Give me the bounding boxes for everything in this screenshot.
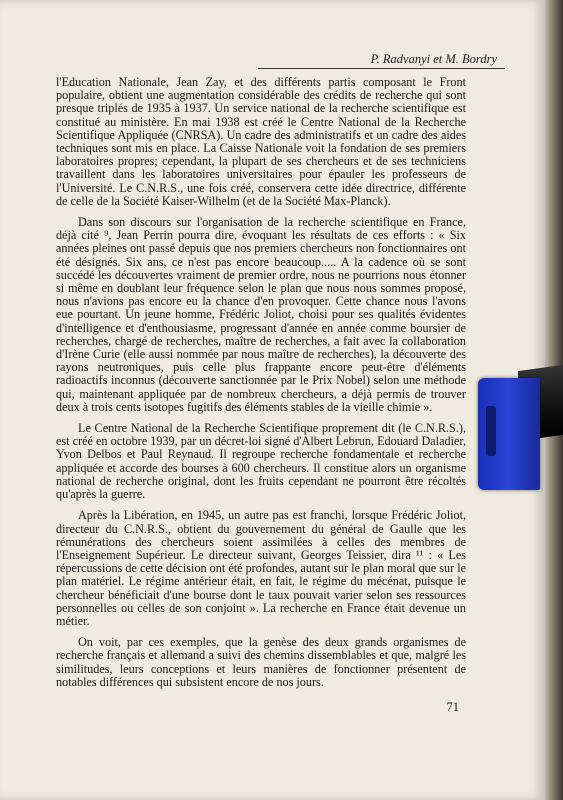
body-text	[56, 76, 466, 697]
running-header: P. Radvanyi et M. Bordry	[370, 52, 497, 66]
paragraph-1: l'Education Nationale, Jean Zay, et des différents partis composant le Front populaire, obtient une augmentation considérable des crédits de recherche qui sont presque triplés de 1935 à 1937. Un service national de la recherche scientifique est constitué au ministère. En mai 1938 est créé le Centre National de la Recherche Scientifique Appliquée (CNRSA). Un cadre des administratifs et un cadre des aides techniques sont mis en place. La Caisse Nationale voit la fondation de ses premiers laboratoires propres; cependant, la plupart de ses chercheurs et de ses techniciens travaillent dans les laboratoires universitaires pour épauler les professeurs de l'Université. Le C.N.R.S., une fois créé, conservera cette idée directrice, différente de celle de la Société Kaiser-Wilhelm (et de la Société Max-Planck).	[56, 75, 466, 208]
paragraph-3: Le Centre National de la Recherche Scientifique proprement dit (le C.N.R.S.), est créé en octobre 1939, par un décret-loi signé d'Albert Lebrun, Edouard Daladier, Yvon Delbos et Paul Reynaud. Il regroupe recherche fondamentale et recherche appliquée et accorde des bourses à 600 chercheurs. Il constitue alors un organisme national de recherche original, dont les fruits cependant ne pourront être récoltés qu'après la guerre.	[56, 421, 466, 502]
paragraph-4: Après la Libération, en 1945, un autre pas est franchi, lorsque Frédéric Joliot, directeur du C.N.R.S., obtient du gouvernement du général de Gaulle que les rémunérations des chercheurs soient assimilées à celles des membres de l'Enseignement Supérieur. Le directeur suivant, Georges Teissier, dira ¹¹ : « Les répercussions de cette décision ont été profondes, autant sur le plan moral que sur le plan matériel. Le régime antérieur était, en fait, le régime du mécénat, puisque le chercheur bénéficiait d'une bourse dont le taux pouvait varier selon ses ressources personnelles ou celles de son conjoint ». La recherche en France était devenue un métier.	[56, 508, 466, 628]
book-clip-icon	[478, 368, 563, 498]
page-number: 71	[446, 700, 459, 714]
paragraph-2: Dans son discours sur l'organisation de la recherche scientifique en France, déjà cité ⁹, Jean Perrin pourra dire, évoquant les résultats de ces efforts : « Six années pleines ont passé depuis que nos premiers chercheurs non fonctionnaires ont été désignés. Six ans, ce n'est pas encore beaucoup..... A la cadence où se sont succédé les découvertes vraiment de premier ordre, nous ne pourrions nous étonner si même en doublant leur fréquence selon le plan que nous nous sommes proposé, nous n'avions pas encore eu la chance d'en provoquer. Cette chance nous l'avons eue pourtant. Un jeune homme, Frédéric Joliot, choisi pour ses qualités évidentes d'intelligence et d'enthousiasme, progressant d'année en année comme boursier de recherches, chargé de recherches, maître de recherches, a fait avec la collaboration d'Irène Curie (elle aussi nommée par nous maître de recherches), la découverte des rayons neutroniques, puis celle plus frappante encore peut-être d'éléments radioactifs inconnus (découverte sanctionnée par le Prix Nobel) selon une méthode qui, maintenant appliquée par de nombreux chercheurs, a déjà permis de trouver deux à trois cents isotopes fugitifs des éléments stables de la vieille chimie ».	[56, 215, 466, 414]
clip-hinge	[486, 406, 496, 456]
paragraph-5: On voit, par ces exemples, que la genèse des deux grands organismes de recherche français et allemand a suivi des chemins dissemblables et que, malgré les similitudes, leurs conceptions et leurs manières de fonctionner présentent de notables différences qui subsistent encore de nos jours.	[56, 635, 466, 689]
header-rule	[258, 68, 505, 69]
